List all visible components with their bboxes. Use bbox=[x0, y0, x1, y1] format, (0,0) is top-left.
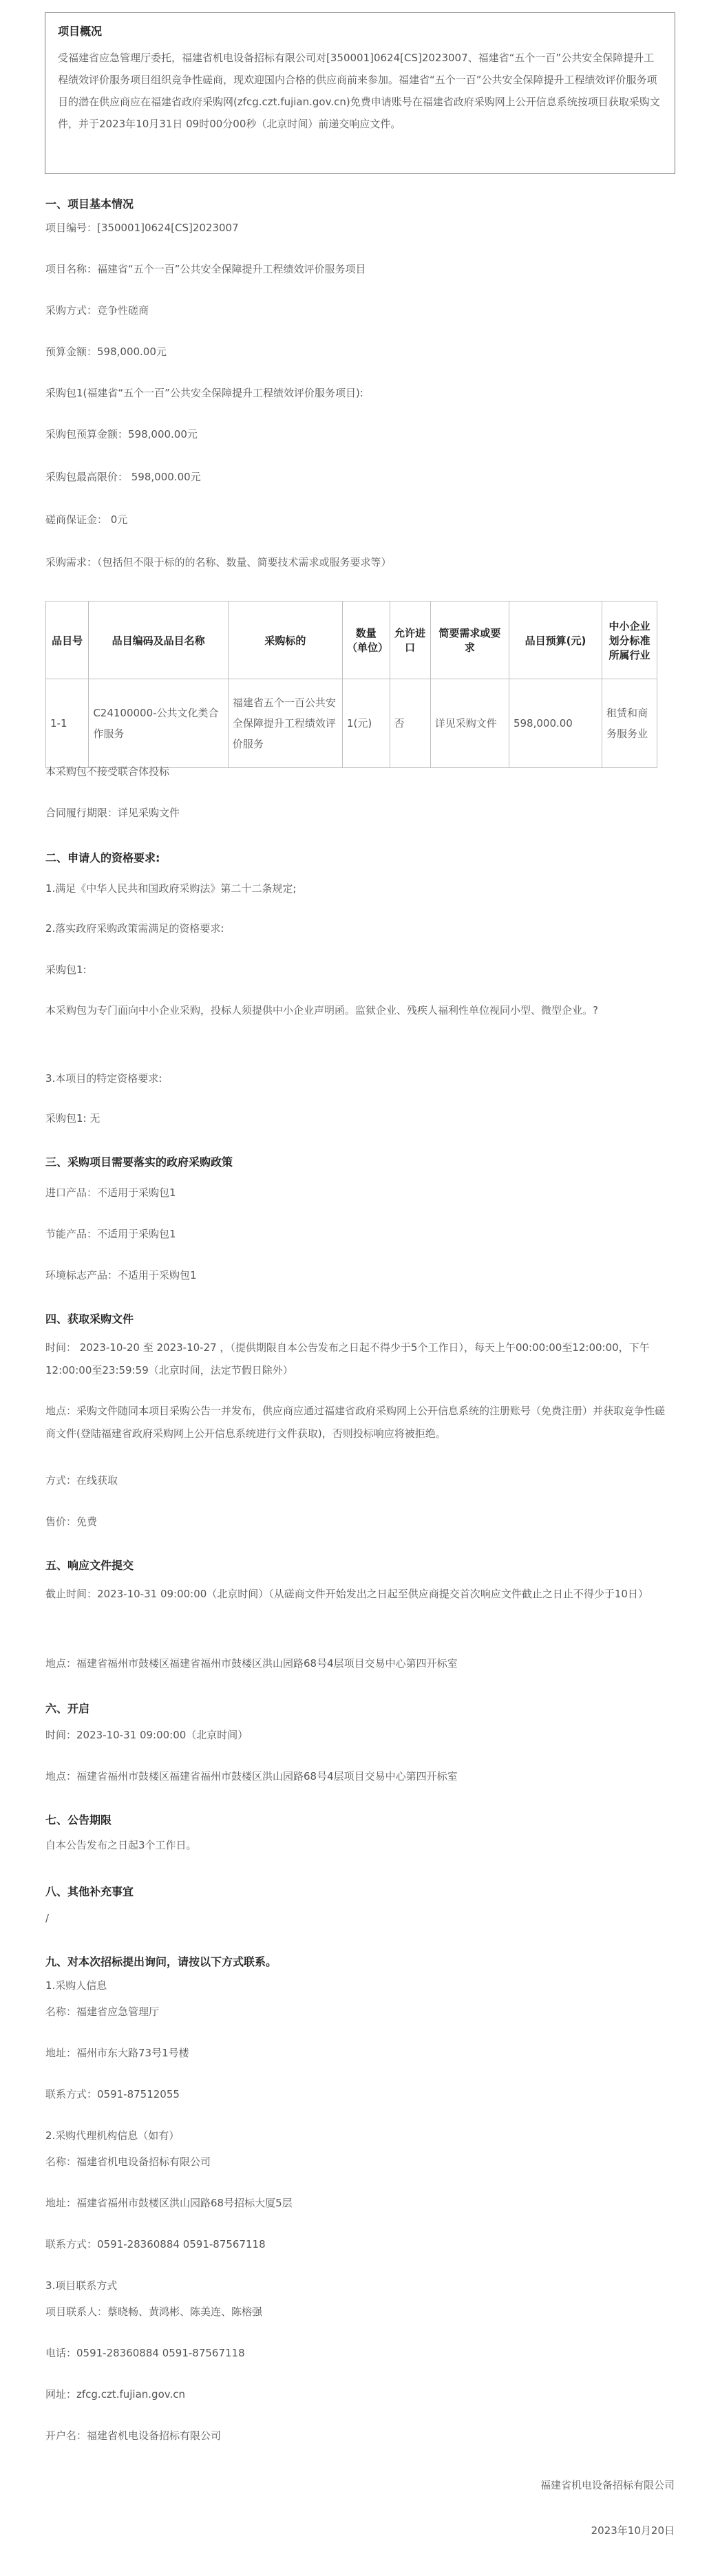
contact-phone: 电话：0591-28360884 0591-87567118 bbox=[45, 2347, 245, 2359]
agent-name: 名称：福建省机电设备招标有限公司 bbox=[45, 2155, 211, 2168]
table-cell: 1(元) bbox=[343, 679, 390, 768]
footer-organization: 福建省机电设备招标有限公司 bbox=[540, 2479, 675, 2491]
section8-heading: 八、其他补充事宜 bbox=[45, 1885, 134, 1898]
buyer-name: 名称：福建省应急管理厅 bbox=[45, 2005, 160, 2018]
table-cell: 598,000.00 bbox=[509, 679, 602, 768]
package1-none: 采购包1: 无 bbox=[45, 1112, 100, 1125]
import-products: 进口产品：不适用于采购包1 bbox=[45, 1186, 176, 1199]
requirement-label: 采购需求：（包括但不限于标的的名称、数量、简要技术需求或服务要求等） bbox=[45, 556, 392, 568]
notice-period: 自本公告发布之日起3个工作日。 bbox=[45, 1839, 197, 1851]
submission-place: 地点：福建省福州市鼓楼区福建省福州市鼓楼区洪山园路68号4层项目交易中心第四开标室 bbox=[45, 1657, 458, 1670]
budget-amount: 预算金额：598,000.00元 bbox=[45, 345, 167, 358]
opening-place: 地点：福建省福州市鼓楼区福建省福州市鼓楼区洪山园路68号4层项目交易中心第四开标室 bbox=[45, 1770, 458, 1782]
project-name: 项目名称：福建省“五个一百”公共安全保障提升工程绩效评价服务项目 bbox=[45, 263, 366, 275]
buyer-info-title: 1.采购人信息 bbox=[45, 1979, 107, 1992]
opening-time: 时间：2023-10-31 09:00:00（北京时间） bbox=[45, 1729, 248, 1741]
account-name: 开户名：福建省机电设备招标有限公司 bbox=[45, 2429, 222, 2442]
table-header-cell: 品目预算(元) bbox=[509, 602, 602, 679]
section6-heading: 六、开启 bbox=[45, 1702, 90, 1715]
table-cell: 1-1 bbox=[46, 679, 89, 768]
overview-box bbox=[45, 12, 675, 174]
supplement-text: / bbox=[45, 1912, 50, 1924]
overview-body: 受福建省应急管理厅委托，福建省机电设备招标有限公司对[350001]0624[CS]2023007、福建省“五个一百”公共安全保障提升工程绩效评价服务项目组织竞争性磋商，现欢迎国内合格的供应商前来参加。福建省“五个一百”公共安全保障提升工程绩效评价服务项目的潜在供应商应在福建省政府采购网(zfcg.czt.fujian.gov.cn)免费申请账号在福建省政府采购网上公开信息系统按项目获取采购文件，并于2023年10月31日 09时00分00秒（北京时间）前递交响应文件。 bbox=[58, 52, 660, 130]
table-header-cell: 品目编码及品目名称 bbox=[89, 602, 229, 679]
buyer-address: 地址：福州市东大路73号1号楼 bbox=[45, 2047, 189, 2059]
requirement-table bbox=[45, 601, 657, 768]
agent-phone: 联系方式：0591-28360884 0591-87567118 bbox=[45, 2238, 266, 2250]
buyer-phone: 联系方式：0591-87512055 bbox=[45, 2088, 180, 2100]
table-cell: 福建省五个一百公共安全保障提升工程绩效评价服务 bbox=[228, 679, 342, 768]
energy-products: 节能产品：不适用于采购包1 bbox=[45, 1228, 176, 1240]
acquire-method: 方式：在线获取 bbox=[45, 1474, 118, 1487]
qualification-1: 1.满足《中华人民共和国政府采购法》第二十二条规定; bbox=[45, 882, 297, 895]
section2-heading: 二、申请人的资格要求: bbox=[45, 851, 160, 864]
env-products: 环境标志产品：不适用于采购包1 bbox=[45, 1269, 197, 1281]
section7-heading: 七、公告期限 bbox=[45, 1813, 112, 1827]
section9-heading: 九、对本次招标提出询问，请按以下方式联系。 bbox=[45, 1955, 277, 1968]
contract-period: 合同履行期限：详见采购文件 bbox=[45, 807, 180, 819]
contact-title: 3.项目联系方式 bbox=[45, 2279, 118, 2292]
section5-heading: 五、响应文件提交 bbox=[45, 1559, 134, 1572]
deposit: 磋商保证金： 0元 bbox=[45, 513, 128, 526]
table-header-cell: 中小企业划分标准所属行业 bbox=[602, 602, 657, 679]
contact-people: 项目联系人：蔡晓畅、黄鸿彬、陈美连、陈榕强 bbox=[45, 2306, 263, 2318]
qualification-3: 3.本项目的特定资格要求: bbox=[45, 1072, 162, 1085]
table-header-cell: 允许进口 bbox=[390, 602, 430, 679]
table-cell: 详见采购文件 bbox=[430, 679, 509, 768]
qualification-2: 2.落实政府采购政策需满足的资格要求: bbox=[45, 922, 224, 935]
procurement-method: 采购方式：竞争性磋商 bbox=[45, 304, 149, 317]
package-budget: 采购包预算金额：598,000.00元 bbox=[45, 428, 198, 440]
section3-heading: 三、采购项目需要落实的政府采购政策 bbox=[45, 1156, 233, 1169]
footer-date: 2023年10月20日 bbox=[591, 2524, 675, 2537]
acquire-time: 时间： 2023-10-20 至 2023-10-27 ，（提供期限自本公告发布之日起不得少于5个工作日），每天上午00:00:00至12:00:00，下午12:00:00至23:59:59（北京时间，法定节假日除外） bbox=[45, 1341, 650, 1376]
table-cell: 租赁和商务服务业 bbox=[602, 679, 657, 768]
table-cell: 否 bbox=[390, 679, 430, 768]
section1-heading: 一、项目基本情况 bbox=[45, 198, 134, 211]
submission-deadline: 截止时间：2023-10-31 09:00:00（北京时间）（从磋商文件开始发出之日起至供应商提交首次响应文件截止之日止不得少于10日） bbox=[45, 1588, 648, 1600]
agent-address: 地址：福建省福州市鼓楼区洪山园路68号招标大厦5层 bbox=[45, 2197, 293, 2209]
package-max-price: 采购包最高限价： 598,000.00元 bbox=[45, 471, 201, 483]
sme-requirement: 本采购包为专门面向中小企业采购，投标人须提供中小企业声明函。监狱企业、残疾人福利性单位视同小型、微型企业。? bbox=[45, 1004, 598, 1016]
table-row bbox=[46, 679, 657, 768]
table-header-cell: 品目号 bbox=[46, 602, 89, 679]
table-header-cell: 采购标的 bbox=[228, 602, 342, 679]
table-header-cell: 简要需求或要求 bbox=[430, 602, 509, 679]
table-header-cell: 数量（单位） bbox=[343, 602, 390, 679]
project-number: 项目编号：[350001]0624[CS]2023007 bbox=[45, 222, 239, 234]
package1-label: 采购包1: bbox=[45, 964, 87, 976]
section4-heading: 四、获取采购文件 bbox=[45, 1312, 134, 1326]
website: 网址：zfcg.czt.fujian.gov.cn bbox=[45, 2388, 185, 2401]
acquire-place: 地点：采购文件随同本项目采购公告一并发布，供应商应通过福建省政府采购网上公开信息系统的注册账号（免费注册）并获取竞争性磋商文件(登陆福建省政府采购网上公开信息系统进行文件获取)，否则投标响应将被拒绝。 bbox=[45, 1405, 666, 1440]
table-cell: C24100000-公共文化类合作服务 bbox=[89, 679, 229, 768]
agent-info-title: 2.采购代理机构信息（如有） bbox=[45, 2129, 180, 2142]
no-consortium: 本采购包不接受联合体投标 bbox=[45, 765, 170, 778]
overview-title: 项目概况 bbox=[58, 25, 103, 38]
table-header-row bbox=[46, 602, 657, 679]
package-title: 采购包1(福建省“五个一百”公共安全保障提升工程绩效评价服务项目): bbox=[45, 387, 363, 399]
acquire-price: 售价：免费 bbox=[45, 1515, 98, 1528]
